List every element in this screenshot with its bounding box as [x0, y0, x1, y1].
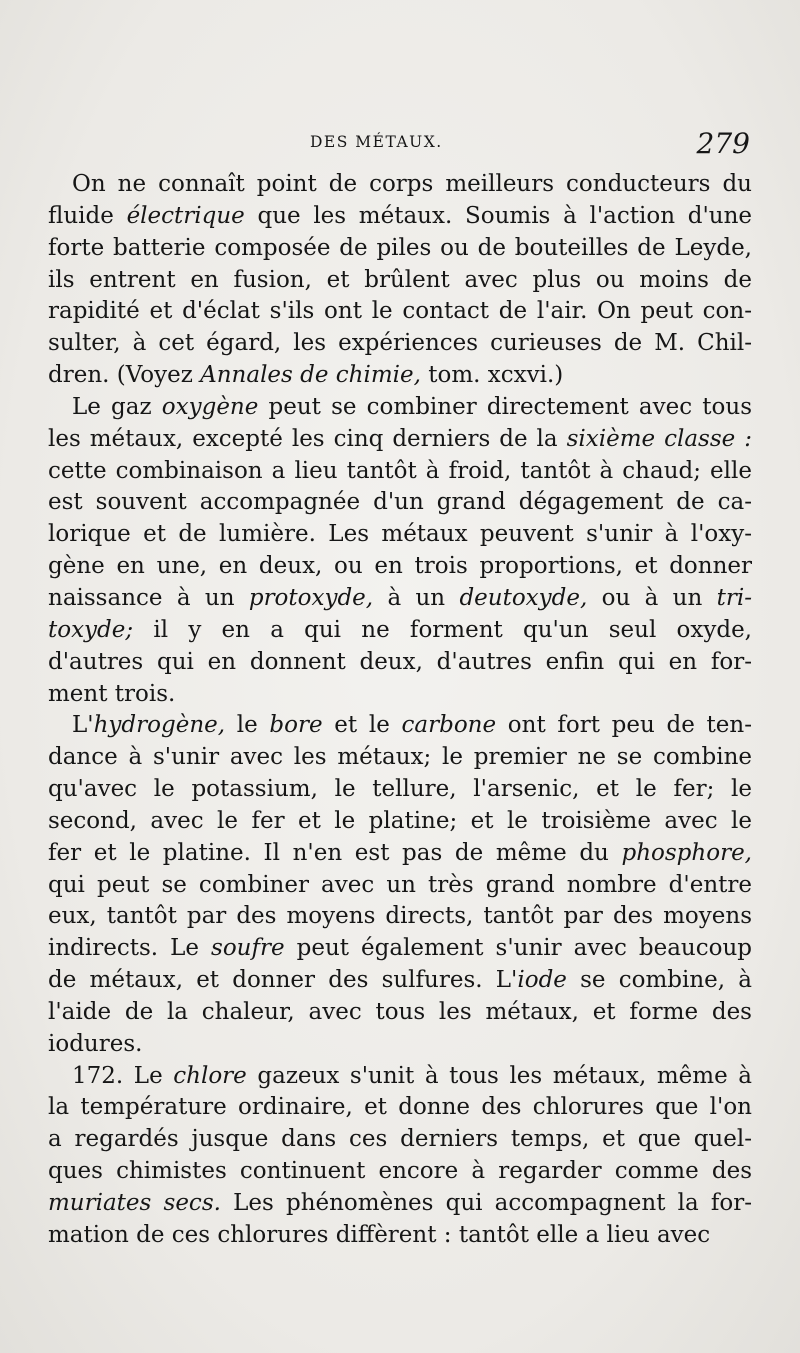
text-segment: dance à s'unir avec les métaux; le premier ne se combine [48, 744, 752, 771]
italic-term: Annales de chimie, [200, 362, 421, 389]
text-segment: a regardés jusque dans ces derniers temps, et que quel- [48, 1126, 752, 1153]
text-segment: gène en une, en deux, ou en trois proportions, et donner [48, 553, 752, 580]
text-segment: cette combinaison a lieu tantôt à froid, tantôt à chaud; elle [48, 457, 752, 484]
italic-term: électrique [126, 202, 245, 229]
text-line [48, 1124, 752, 1156]
text-segment: Le gaz [72, 393, 162, 420]
italic-term: bore [269, 712, 323, 739]
italic-term: iode [517, 967, 567, 994]
text-segment: est souvent accompagnée d'un grand dégagement de ca- [48, 489, 752, 516]
running-title: DES MÉTAUX. [310, 133, 443, 151]
text-segment: ques chimistes continuent encore à regarder comme des [48, 1158, 752, 1185]
text-line [48, 774, 752, 806]
italic-term: toxyde; [48, 616, 134, 643]
text-segment: il y en a qui ne forment qu'un seul oxyde, [133, 616, 752, 643]
italic-term: sixième classe : [566, 425, 752, 452]
text-line [48, 710, 752, 742]
text-segment: ou à un [587, 584, 717, 611]
text-segment: peut également s'unir avec beaucoup [284, 935, 752, 962]
text-line [48, 838, 752, 870]
text-line [48, 296, 752, 328]
text-line [48, 615, 752, 647]
italic-term: hydrogène, [93, 712, 226, 739]
text-segment: iodures. [48, 1030, 143, 1057]
text-line [48, 1092, 752, 1124]
text-line [48, 679, 752, 711]
text-segment: Les phénomènes qui accompagnent la for- [220, 1190, 752, 1216]
text-line [48, 201, 752, 233]
text-line [48, 392, 752, 424]
text-line [48, 647, 752, 679]
text-line [48, 901, 752, 933]
text-line [48, 519, 752, 551]
text-segment: à un [373, 584, 460, 611]
text-line [48, 1188, 752, 1220]
text-segment: rapidité et d'éclat s'ils ont le contact de l'air. On peut con- [48, 298, 752, 325]
italic-term: carbone [401, 712, 497, 739]
text-segment: tom. xcxvi.) [420, 362, 564, 389]
italic-term: oxygène [161, 393, 259, 420]
text-segment: second, avec le fer et le platine; et le troisième avec le [48, 807, 752, 834]
text-segment: peut se combiner directement avec tous [258, 393, 752, 420]
italic-term: soufre [211, 935, 285, 962]
text-segment: ont fort peu de ten- [496, 712, 752, 739]
italic-term: phosphore, [621, 839, 752, 866]
text-segment: se combine, à [566, 967, 752, 994]
text-segment: sulter, à cet égard, les expériences curieuses de M. Chil- [48, 330, 752, 357]
text-line [48, 551, 752, 583]
text-line [48, 997, 752, 1029]
text-line [48, 233, 752, 265]
text-line [48, 328, 752, 360]
text-segment: mation de ces chlorures diffèrent : tantôt elle a lieu avec [48, 1221, 711, 1248]
text-segment: lorique et de lumière. Les métaux peuvent s'unir à l'oxy- [48, 521, 752, 548]
text-line [48, 1029, 752, 1061]
text-segment: que les métaux. Soumis à l'action d'une [244, 202, 752, 229]
text-line [48, 265, 752, 297]
text-line [48, 487, 752, 519]
text-segment: On ne connaît point de corps meilleurs conducteurs du [72, 171, 752, 197]
text-segment: qu'avec le potassium, le tellure, l'arsenic, et le fer; le [48, 776, 752, 803]
text-line [48, 1061, 752, 1093]
text-line [48, 456, 752, 488]
text-line [48, 1220, 752, 1252]
text-segment: et le [322, 712, 402, 739]
text-segment: qui peut se combiner avec un très grand nombre d'entre [48, 871, 752, 898]
italic-term: protoxyde, [248, 584, 374, 611]
text-segment: forte batterie composée de piles ou de bouteilles de Leyde, [48, 234, 752, 261]
text-segment: ils entrent en fusion, et brûlent avec plus ou moins de [48, 266, 752, 293]
italic-term: muriates secs. [48, 1190, 221, 1216]
text-segment: le [225, 712, 270, 739]
text-segment: fluide [48, 202, 127, 229]
page-number: 279 [696, 127, 750, 160]
text-segment: les métaux, excepté les cinq derniers de la [48, 425, 567, 452]
text-line [48, 1156, 752, 1188]
text-line [48, 806, 752, 838]
text-line [48, 933, 752, 965]
text-segment: eux, tantôt par des moyens directs, tantôt par des moyens [48, 903, 752, 930]
text-line [48, 965, 752, 997]
text-segment: fer et le platine. Il n'en est pas de même du [48, 839, 622, 866]
text-segment: gazeux s'unit à tous les métaux, même à [246, 1062, 752, 1089]
text-segment: 172. Le [72, 1062, 174, 1089]
italic-term: deutoxyde, [459, 584, 588, 611]
text-line [48, 870, 752, 902]
text-segment: naissance à un [48, 584, 249, 611]
running-head [48, 127, 752, 160]
text-line [48, 424, 752, 456]
text-segment: ment trois. [48, 680, 176, 707]
text-segment: l'aide de la chaleur, avec tous les métaux, et forme des [48, 998, 752, 1025]
text-segment: dren. (Voyez [48, 362, 201, 389]
body-text [48, 169, 752, 1252]
text-line [48, 360, 752, 392]
text-line [48, 583, 752, 615]
text-line [48, 742, 752, 774]
text-segment: L' [72, 712, 94, 739]
text-line [48, 169, 752, 201]
italic-term: chlore [173, 1062, 247, 1089]
text-segment: d'autres qui en donnent deux, d'autres enfin qui en for- [48, 648, 752, 675]
text-segment: de métaux, et donner des sulfures. L' [48, 967, 518, 994]
text-segment: indirects. Le [48, 935, 212, 962]
text-segment: la température ordinaire, et donne des chlorures que l'on [48, 1094, 752, 1121]
italic-term: tri- [716, 584, 752, 611]
